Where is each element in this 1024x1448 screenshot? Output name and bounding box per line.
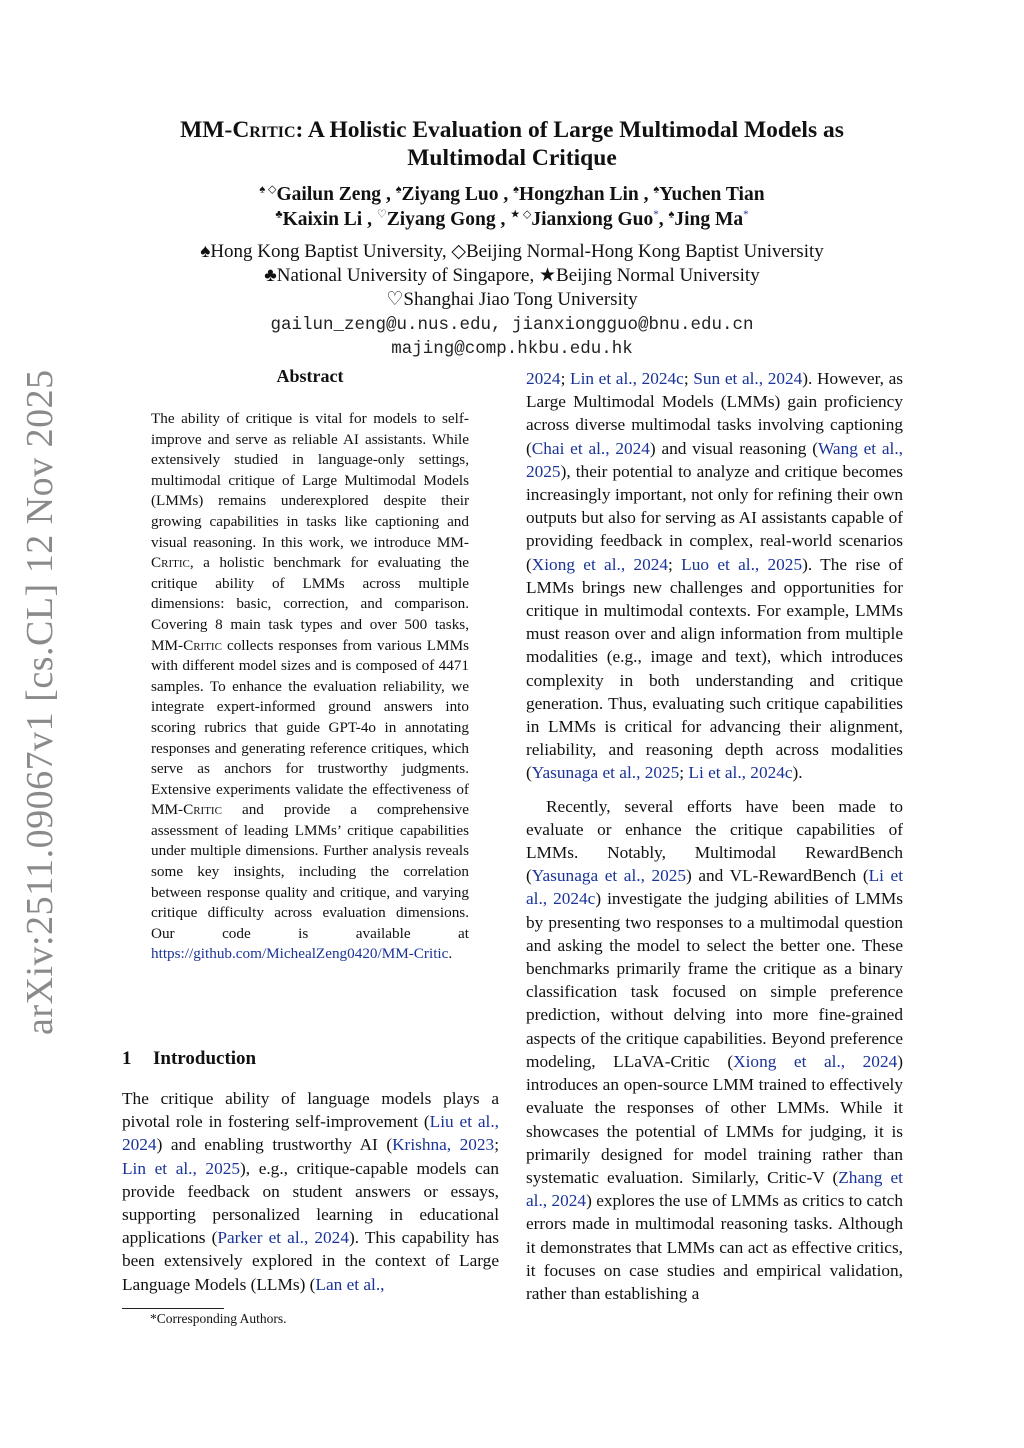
author-list xyxy=(100,182,924,232)
text-segment: ) introduces an open-source LMM trained to effectively evaluate the responses of other LMMs. While it showcases the potential of LMMs for judging, it is primarily designed for model training rather than systematic evaluation. Similarly, Critic-V ( xyxy=(526,1051,903,1187)
abstract-segment: The ability of critique is vital for models to self-improve and serve as reliable AI assistants. While extensively studied in language-only settings, multimodal critique of Large Multimodal Models (LMMs) remains underexplored despite their growing capabilities in tasks like captioning and visual reasoning. In this work, we introduce MM- xyxy=(151,410,469,551)
citation-link[interactable]: Chai et al., 2024 xyxy=(531,438,650,458)
paragraph-recent-efforts xyxy=(526,795,903,1305)
affiliation-line: ♡Shanghai Jiao Tong University xyxy=(386,289,638,310)
citation-link[interactable]: Liu et al., 2024 xyxy=(122,1112,499,1155)
abstract-smallcaps: Critic xyxy=(183,801,222,819)
affiliation-mark: ♡ xyxy=(376,208,387,221)
text-segment: ). This capability has been extensively explored in the context of Large Language Models (LLMs) ( xyxy=(122,1228,499,1294)
text-segment: ) and VL-RewardBench ( xyxy=(686,866,869,886)
title-rest: : A Holistic Evaluation of Large Multimodal Models as xyxy=(295,117,844,143)
title-line-2: Multimodal Critique xyxy=(407,145,617,171)
citation-link[interactable]: Luo et al., 2025 xyxy=(681,554,803,574)
author-name: Ziyang Gong xyxy=(386,209,496,230)
author-line-1 xyxy=(100,182,924,207)
author-separator: , xyxy=(495,209,506,230)
text-segment: The critique ability of language models plays a pivotal role in fostering self-improvement ( xyxy=(122,1089,499,1132)
affiliation-mark: ♠ xyxy=(513,183,519,196)
abstract-smallcaps: Critic xyxy=(183,636,222,654)
citation-link[interactable]: Yasunaga et al., 2025 xyxy=(531,763,680,783)
text-segment: ; xyxy=(494,1135,500,1155)
citation-link[interactable]: Parker et al., 2024 xyxy=(217,1228,349,1248)
author-name: Ziyang Luo xyxy=(401,184,499,205)
citation-link[interactable]: Zhang et al., 2024 xyxy=(526,1167,903,1211)
text-segment: Recently, several efforts have been made to evaluate or enhance the critique capabilities of LMMs. Notably, Multimodal RewardBench ( xyxy=(526,796,903,886)
paper-title xyxy=(100,116,924,172)
author-separator: , xyxy=(638,184,649,205)
author-name: Kaixin Li xyxy=(282,209,363,230)
author-name: Jianxiong Guo xyxy=(531,209,654,230)
affiliations xyxy=(100,240,924,312)
author-name: Yuchen Tian xyxy=(659,184,765,205)
affiliation-mark: ♠ xyxy=(653,183,660,196)
footnote-rule xyxy=(122,1308,224,1309)
author-separator: , xyxy=(498,184,509,205)
affiliation-mark: ♣ xyxy=(275,208,283,221)
corresponding-mark: * xyxy=(743,208,749,221)
citation-link[interactable]: Xiong et al., 2024 xyxy=(733,1051,898,1071)
affiliation-line: ♣National University of Singapore, ★Beijing Normal University xyxy=(264,265,760,286)
text-segment: ) investigate the judging abilities of LMMs by presenting two responses to a multimodal question and asking the model to select the better one. These benchmarks primarily frame the critique as a binary classification task focused on simple preference prediction, without delving into more fine-grained aspects of the critique capabilities. Beyond preference modeling, LLaVA-Critic ( xyxy=(526,889,903,1071)
text-segment: ). However, as Large Multimodal Models (LMMs) gain proficiency across diverse multimodal tasks involving captioning ( xyxy=(526,369,904,458)
text-segment: ) and visual reasoning ( xyxy=(649,438,818,458)
author-emails xyxy=(100,313,924,361)
citation-link[interactable]: Li et al., 2024c xyxy=(526,866,904,909)
abstract-smallcaps: Critic xyxy=(151,554,190,572)
abstract-segment: collects responses from various LMMs with different model sizes and is composed of 4471 samples. To enhance the evaluation reliability, we integrate expert-informed ground answers into scoring rubrics that guide GPT-4o in annotating responses and generating reference critiques, which serve as anchors for trustworthy judgments. Extensive experiments validate the effectiveness of MM- xyxy=(151,636,469,819)
text-segment: ), e.g., critique-capable models can provide feedback on student answers or essays, supporting personalized learning in educational applications ( xyxy=(122,1158,500,1248)
author-separator: , xyxy=(362,209,372,230)
citation-link[interactable]: Krishna, 2023 xyxy=(392,1135,495,1155)
citation-link[interactable]: Wang et al., 2025 xyxy=(526,438,903,481)
corresponding-mark: * xyxy=(653,208,659,221)
section-heading-introduction xyxy=(122,1048,256,1070)
affiliation-mark: ♠ xyxy=(668,208,675,221)
abstract-segment: , a holistic benchmark for evaluating the critique ability of LMMs across multiple dimensions: basic, correction, and comparison. Covering 8 main task types and over 500 tasks, MM- xyxy=(151,554,469,654)
section-title: Introduction xyxy=(153,1048,257,1069)
abstract-segment: and provide a comprehensive assessment of leading LMMs’ critique capabilities under multiple dimensions. Further analysis reveals some key insights, including the correlation between response quality and critique, and varying critique difficulty across evaluation dimensions. Our code is available at xyxy=(151,801,469,942)
citation-link[interactable]: Yasunaga et al., 2025 xyxy=(531,866,687,886)
citation-link[interactable]: Lin et al., 2025 xyxy=(122,1158,240,1178)
text-segment: ; xyxy=(560,369,571,388)
title-line-1 xyxy=(100,116,924,144)
email-line: majing@comp.hkbu.edu.hk xyxy=(391,339,633,359)
citation-link[interactable]: Li et al., 2024c xyxy=(688,763,793,783)
code-repository-link[interactable]: https://github.com/MichealZeng0420/MM-Critic xyxy=(151,945,449,963)
affiliation-mark: ♠ ◇ xyxy=(259,183,277,196)
email-line: gailun_zeng@u.nus.edu, jianxiongguo@bnu.edu.cn xyxy=(270,315,754,335)
abstract-heading: Abstract xyxy=(276,366,344,386)
author-line-2 xyxy=(100,207,924,232)
affiliation-line: ♠Hong Kong Baptist University, ◇Beijing Normal-Hong Kong Baptist University xyxy=(200,241,824,262)
text-segment: ). The rise of LMMs brings new challenges and opportunities for critique in multimodal contexts. For example, LMMs must reason over and align information from multiple modalities (e.g., image and text), which introduces complexity in both understanding and critique generation. Thus, evaluating such critique capabilities in LMMs is critical for advancing their alignment, reliability, and reasoning depth across modalities ( xyxy=(526,554,903,783)
author-separator: , xyxy=(381,184,391,205)
affiliation-mark: ♠ xyxy=(395,183,402,196)
section-number: 1 xyxy=(122,1048,132,1069)
citation-link[interactable]: 2024 xyxy=(526,369,561,388)
arxiv-identifier: arXiv:2511.09067v1 [cs.CL] 12 Nov 2025 xyxy=(19,369,61,1035)
text-segment: ; xyxy=(683,369,694,388)
text-segment: ; xyxy=(668,554,682,574)
text-segment: ) and enabling trustworthy AI ( xyxy=(156,1135,393,1155)
footnote-corresponding: *Corresponding Authors. xyxy=(150,1311,287,1326)
text-segment: ), their potential to analyze and critique becomes increasingly important, not only for refining their own outputs but also for serving as AI assistants capable of providing feedback in complex, real-world scenarios ( xyxy=(526,461,903,574)
citation-link[interactable]: Lan et al., xyxy=(315,1274,385,1294)
author-name: Jing Ma xyxy=(674,209,744,230)
citation-link[interactable]: Lin et al., 2024c xyxy=(570,369,684,388)
text-segment: ) explores the use of LMMs as critics to catch errors made in multimodal reasoning tasks. Although it demonstrates that LMMs can act as effective critics, it focuses on case studies and empirical validation, rather than establishing a xyxy=(526,1191,903,1303)
author-name: Gailun Zeng xyxy=(276,184,382,205)
introduction-paragraph xyxy=(122,1087,499,1296)
abstract-text xyxy=(151,409,469,965)
title-smallcaps: Critic xyxy=(232,117,296,143)
citation-link[interactable]: Sun et al., 2024 xyxy=(693,369,803,388)
author-separator: , xyxy=(658,209,664,230)
title-prefix: MM- xyxy=(180,117,233,143)
text-segment: ). xyxy=(792,763,803,783)
affiliation-mark: ★ ◇ xyxy=(510,208,532,221)
paragraph-continued xyxy=(526,367,903,785)
text-segment: ; xyxy=(679,763,689,783)
abstract-segment: . xyxy=(448,945,453,963)
author-name: Hongzhan Lin xyxy=(519,184,639,205)
citation-link[interactable]: Xiong et al., 2024 xyxy=(531,554,669,574)
right-column xyxy=(526,367,903,1305)
